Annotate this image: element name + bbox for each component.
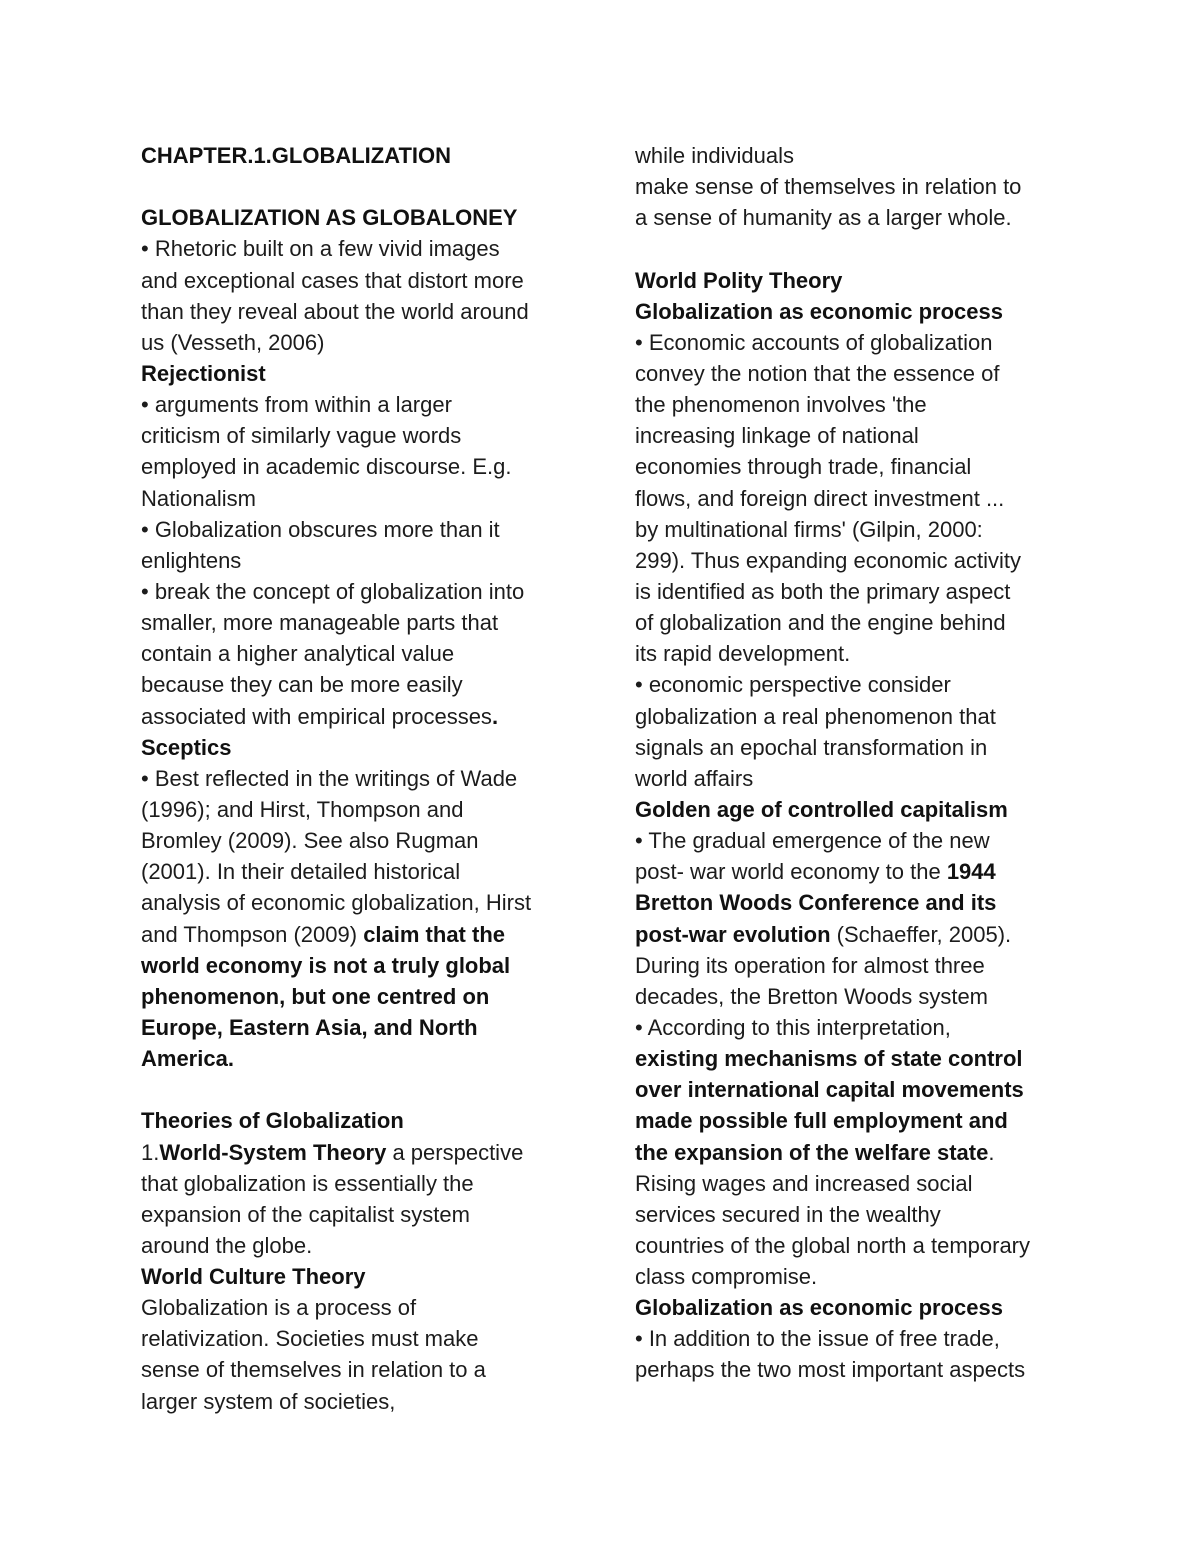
body-text: During its operation for almost three bbox=[635, 952, 985, 978]
text-line bbox=[635, 1292, 1075, 1323]
body-text: and Thompson (2009) bbox=[141, 921, 364, 947]
text-line bbox=[141, 576, 581, 607]
text-line bbox=[635, 701, 1075, 732]
body-text: around the globe. bbox=[141, 1232, 313, 1258]
text-line bbox=[141, 919, 581, 950]
body-text: smaller, more manageable parts that bbox=[141, 610, 499, 636]
body-text: class compromise. bbox=[635, 1264, 818, 1290]
bold-text: phenomenon, but one centred on bbox=[141, 983, 490, 1009]
text-line bbox=[141, 1012, 581, 1043]
text-line bbox=[141, 233, 581, 264]
text-line bbox=[635, 233, 1075, 264]
text-line bbox=[141, 887, 581, 918]
text-line bbox=[635, 856, 1075, 887]
body-text: analysis of economic globalization, Hirst bbox=[141, 890, 532, 916]
text-line bbox=[635, 1105, 1075, 1136]
bold-text: existing mechanisms of state control bbox=[635, 1046, 1023, 1072]
body-text: perhaps the two most important aspects bbox=[635, 1357, 1026, 1383]
text-line bbox=[141, 763, 581, 794]
text-line bbox=[141, 638, 581, 669]
text-line bbox=[141, 171, 581, 202]
text-line bbox=[141, 1261, 581, 1292]
body-text: a sense of humanity as a larger whole. bbox=[635, 205, 1012, 231]
text-line bbox=[141, 1043, 581, 1074]
bold-text: post-war evolution bbox=[635, 921, 831, 947]
body-text: larger system of societies, bbox=[141, 1388, 396, 1414]
text-line bbox=[635, 950, 1075, 981]
text-line bbox=[141, 1074, 581, 1105]
text-line bbox=[635, 1168, 1075, 1199]
text-line bbox=[635, 265, 1075, 296]
body-text: (2001). In their detailed historical bbox=[141, 859, 461, 885]
bold-text: Sceptics bbox=[141, 734, 232, 760]
body-text: Bromley (2009). See also Rugman bbox=[141, 828, 479, 854]
body-text: than they reveal about the world around bbox=[141, 298, 529, 324]
right-text-column bbox=[635, 140, 1075, 1386]
text-line bbox=[141, 358, 581, 389]
body-text: because they can be more easily bbox=[141, 672, 463, 698]
body-text: Rising wages and increased social bbox=[635, 1170, 973, 1196]
body-text: post- war world economy to the bbox=[635, 859, 947, 885]
text-line bbox=[635, 638, 1075, 669]
body-text: convey the notion that the essence of bbox=[635, 360, 1000, 386]
body-text: increasing linkage of national bbox=[635, 423, 919, 449]
body-text: • arguments from within a larger bbox=[141, 392, 452, 418]
bold-text: Theories of Globalization bbox=[141, 1108, 404, 1134]
body-text: Globalization is a process of bbox=[141, 1295, 417, 1321]
body-text: . bbox=[988, 1139, 995, 1165]
body-text: • According to this interpretation, bbox=[635, 1014, 951, 1040]
body-text: signals an epochal transformation in bbox=[635, 734, 988, 760]
body-text: • Best reflected in the writings of Wade bbox=[141, 765, 518, 791]
body-text: make sense of themselves in relation to bbox=[635, 174, 1022, 200]
body-text: criticism of similarly vague words bbox=[141, 423, 462, 449]
text-line bbox=[635, 389, 1075, 420]
body-text: 299). Thus expanding economic activity bbox=[635, 547, 1022, 573]
body-text: associated with empirical processes bbox=[141, 703, 492, 729]
body-text: • Rhetoric built on a few vivid images bbox=[141, 236, 500, 262]
body-text: • Globalization obscures more than it bbox=[141, 516, 500, 542]
text-line bbox=[635, 794, 1075, 825]
body-text: while individuals bbox=[635, 143, 794, 168]
body-text: is identified as both the primary aspect bbox=[635, 578, 1011, 604]
text-line bbox=[635, 763, 1075, 794]
body-text: world affairs bbox=[635, 765, 754, 791]
text-line bbox=[635, 296, 1075, 327]
text-line bbox=[635, 1323, 1075, 1354]
text-line bbox=[635, 327, 1075, 358]
body-text: • break the concept of globalization into bbox=[141, 578, 525, 604]
body-text: enlightens bbox=[141, 547, 242, 573]
bold-text: World Culture Theory bbox=[141, 1264, 366, 1290]
bold-text: 1944 bbox=[946, 859, 996, 885]
text-line bbox=[141, 732, 581, 763]
text-line bbox=[141, 1137, 581, 1168]
bold-text: World Polity Theory bbox=[635, 267, 843, 293]
bold-text: World-System Theory bbox=[159, 1139, 387, 1165]
body-text: of globalization and the engine behind bbox=[635, 610, 1006, 636]
body-text: relativization. Societies must make bbox=[141, 1326, 479, 1352]
body-text: us (Vesseth, 2006) bbox=[141, 329, 325, 355]
body-text: • economic perspective consider bbox=[635, 672, 951, 698]
body-text: the phenomenon involves 'the bbox=[635, 392, 927, 418]
text-line bbox=[635, 981, 1075, 1012]
text-line bbox=[635, 732, 1075, 763]
bold-text: the expansion of the welfare state bbox=[635, 1139, 989, 1165]
text-line bbox=[141, 483, 581, 514]
text-line bbox=[635, 1012, 1075, 1043]
text-line bbox=[635, 1137, 1075, 1168]
text-line bbox=[141, 514, 581, 545]
text-line bbox=[141, 701, 581, 732]
bold-text: claim that the bbox=[363, 921, 505, 947]
text-line bbox=[141, 950, 581, 981]
body-text: • In addition to the issue of free trade, bbox=[635, 1326, 1000, 1352]
text-line bbox=[141, 1168, 581, 1199]
left-text-column bbox=[141, 140, 581, 1417]
bold-text: Europe, Eastern Asia, and North bbox=[141, 1014, 478, 1040]
text-line bbox=[635, 140, 1075, 171]
body-text: Nationalism bbox=[141, 485, 256, 511]
text-line bbox=[635, 576, 1075, 607]
text-line bbox=[141, 825, 581, 856]
text-line bbox=[635, 1354, 1075, 1385]
bold-text: CHAPTER.1.GLOBALIZATION bbox=[141, 143, 452, 168]
body-text: and exceptional cases that distort more bbox=[141, 267, 524, 293]
text-line bbox=[141, 140, 581, 171]
text-line bbox=[141, 420, 581, 451]
text-line bbox=[141, 1105, 581, 1136]
body-text: decades, the Bretton Woods system bbox=[635, 983, 988, 1009]
text-line bbox=[141, 265, 581, 296]
text-line bbox=[635, 483, 1075, 514]
text-line bbox=[141, 794, 581, 825]
text-line bbox=[635, 919, 1075, 950]
body-text: (1996); and Hirst, Thompson and bbox=[141, 796, 464, 822]
body-text: sense of themselves in relation to a bbox=[141, 1357, 486, 1383]
text-line bbox=[141, 669, 581, 700]
text-line bbox=[141, 451, 581, 482]
body-text: economies through trade, financial bbox=[635, 454, 972, 480]
text-line bbox=[635, 1230, 1075, 1261]
bold-text: over international capital movements bbox=[635, 1077, 1024, 1103]
body-text: contain a higher analytical value bbox=[141, 641, 455, 667]
text-line bbox=[635, 607, 1075, 638]
text-line bbox=[635, 545, 1075, 576]
body-text: countries of the global north a temporary bbox=[635, 1232, 1031, 1258]
text-line bbox=[141, 296, 581, 327]
bold-text: Globalization as economic process bbox=[635, 298, 1003, 324]
text-line bbox=[141, 1199, 581, 1230]
bold-text: Golden age of controlled capitalism bbox=[635, 796, 1008, 822]
body-text: that globalization is essentially the bbox=[141, 1170, 474, 1196]
text-line bbox=[141, 981, 581, 1012]
body-text: its rapid development. bbox=[635, 641, 851, 667]
body-text: globalization a real phenomenon that bbox=[635, 703, 996, 729]
bold-text: Globalization as economic process bbox=[635, 1295, 1003, 1321]
bold-text: world economy is not a truly global bbox=[141, 952, 511, 978]
text-line bbox=[635, 887, 1075, 918]
text-line bbox=[141, 389, 581, 420]
bold-text: America. bbox=[141, 1046, 234, 1072]
text-line bbox=[635, 1261, 1075, 1292]
body-text: • The gradual emergence of the new bbox=[635, 828, 990, 854]
text-line bbox=[141, 856, 581, 887]
body-text: expansion of the capitalist system bbox=[141, 1201, 470, 1227]
text-line bbox=[635, 420, 1075, 451]
bold-text: Rejectionist bbox=[141, 360, 266, 386]
bold-text: Bretton Woods Conference and its bbox=[635, 890, 997, 916]
body-text: • Economic accounts of globalization bbox=[635, 329, 993, 355]
bold-text: GLOBALIZATION AS GLOBALONEY bbox=[141, 205, 518, 231]
body-text: employed in academic discourse. E.g. bbox=[141, 454, 512, 480]
text-line bbox=[635, 358, 1075, 389]
text-line bbox=[141, 202, 581, 233]
text-line bbox=[141, 1386, 581, 1417]
text-line bbox=[635, 451, 1075, 482]
text-line bbox=[635, 1074, 1075, 1105]
text-line bbox=[141, 327, 581, 358]
text-line bbox=[141, 607, 581, 638]
text-line bbox=[635, 825, 1075, 856]
text-line bbox=[141, 1292, 581, 1323]
text-line bbox=[635, 1199, 1075, 1230]
text-line bbox=[141, 1323, 581, 1354]
text-line bbox=[635, 514, 1075, 545]
body-text: services secured in the wealthy bbox=[635, 1201, 941, 1227]
text-line bbox=[141, 545, 581, 576]
text-line bbox=[635, 669, 1075, 700]
body-text: 1. bbox=[141, 1139, 160, 1165]
text-line bbox=[635, 1043, 1075, 1074]
bold-text: . bbox=[491, 703, 499, 729]
body-text: flows, and foreign direct investment ... bbox=[635, 485, 1005, 511]
text-line bbox=[141, 1354, 581, 1385]
body-text: a perspective bbox=[386, 1139, 524, 1165]
body-text: by multinational firms' (Gilpin, 2000: bbox=[635, 516, 983, 542]
text-line bbox=[635, 202, 1075, 233]
text-line bbox=[635, 171, 1075, 202]
text-line bbox=[141, 1230, 581, 1261]
body-text: (Schaeffer, 2005). bbox=[830, 921, 1012, 947]
bold-text: made possible full employment and bbox=[635, 1108, 1008, 1134]
